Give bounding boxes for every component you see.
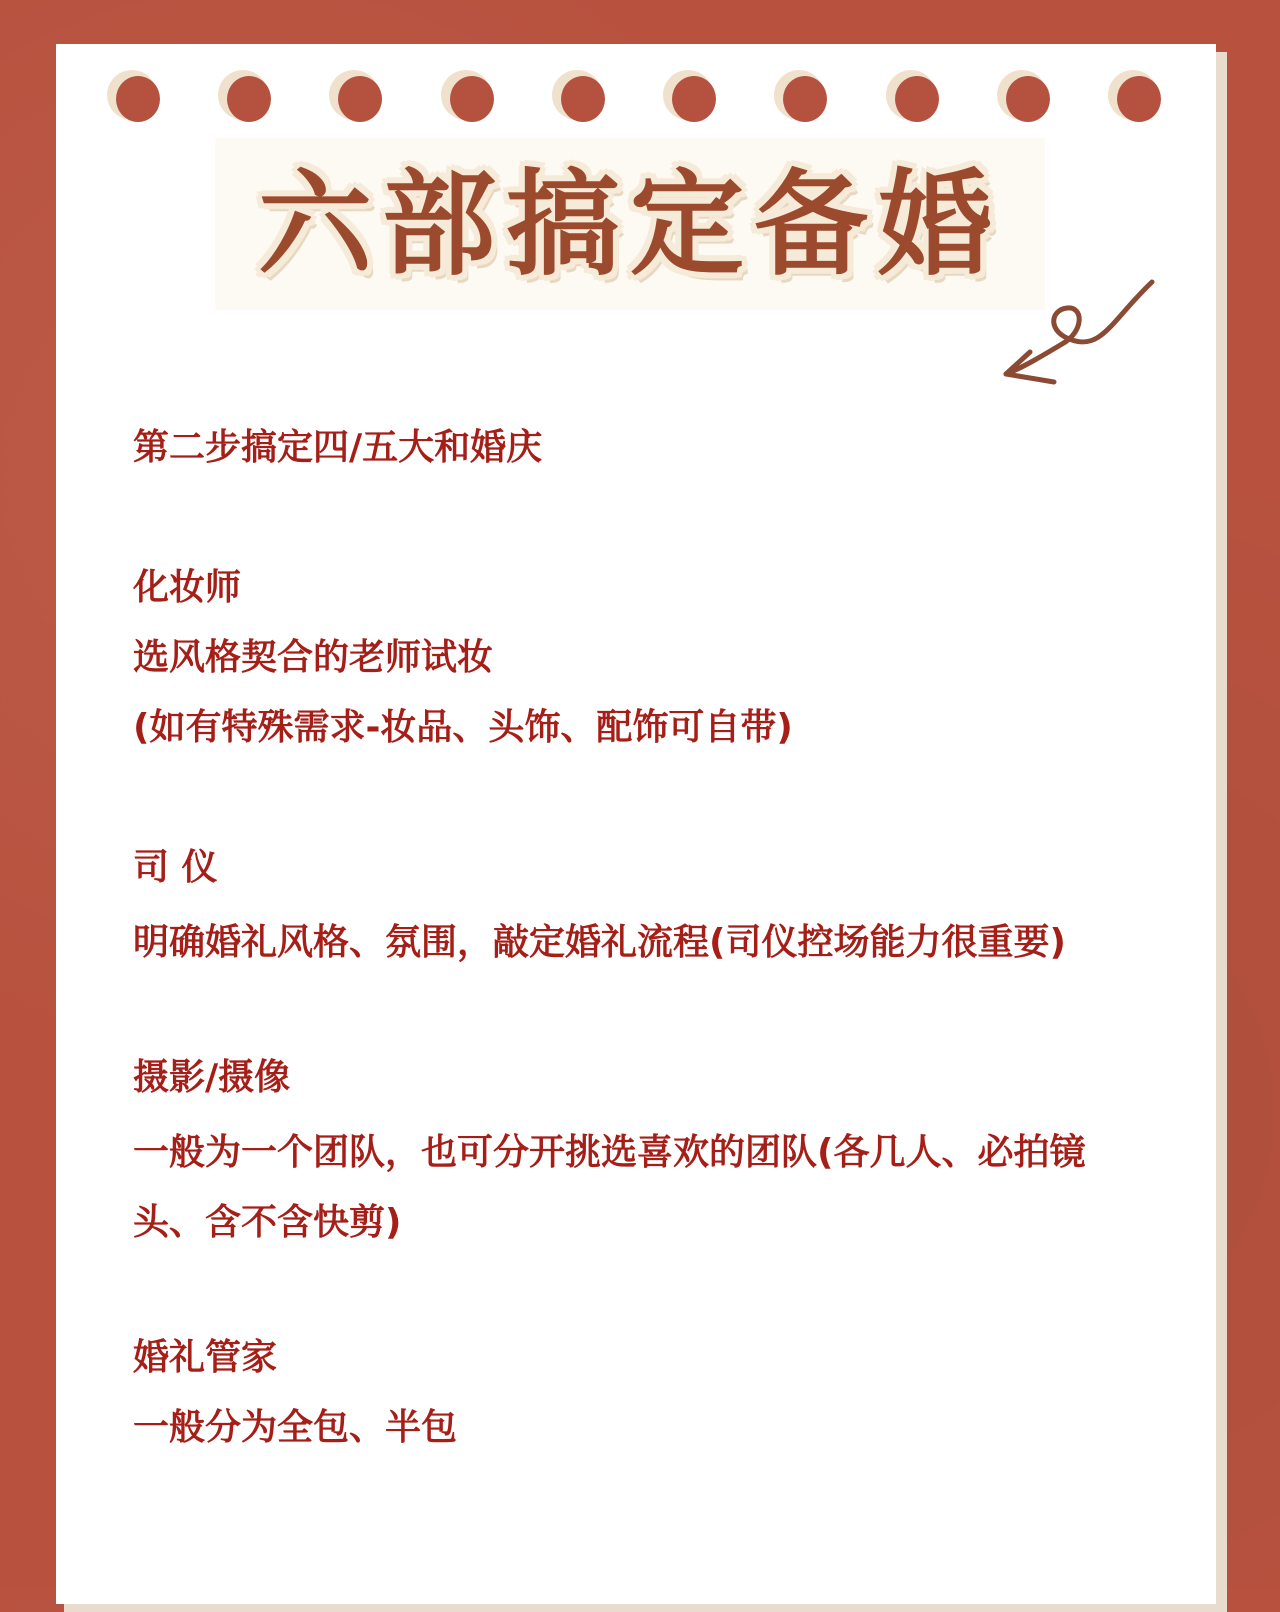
page-title: 六部搞定备婚 [257, 158, 1002, 291]
section-heading-photo-video: 摄影/摄像 [133, 1057, 291, 1098]
binding-hole [107, 70, 157, 120]
binding-hole [997, 70, 1047, 120]
content-area [133, 418, 1133, 1468]
binding-hole [774, 70, 824, 120]
section-heading-wedding-butler: 婚礼管家 [133, 1337, 278, 1378]
section-text: (如有特殊需求-妆品、头饰、配饰可自带) [133, 707, 793, 748]
binding-hole [441, 70, 491, 120]
spacer [133, 768, 1133, 838]
section-text: 一般分为全包、半包 [133, 1407, 458, 1448]
step-heading: 第二步搞定四/五大和婚庆 [133, 427, 543, 468]
section-text: 明确婚礼风格、氛围，敲定婚礼流程(司仪控场能力很重要) [133, 922, 1066, 963]
spacer [133, 1258, 1133, 1328]
binding-hole [886, 70, 936, 120]
section-heading-makeup-artist: 化妆师 [133, 567, 242, 608]
spacer [133, 978, 1133, 1048]
binding-hole [552, 70, 602, 120]
curly-arrow-icon [992, 270, 1162, 400]
section-heading-host: 司 仪 [133, 847, 218, 888]
binding-hole [218, 70, 268, 120]
binding-hole [1108, 70, 1158, 120]
binding-hole [663, 70, 713, 120]
section-text: 一般为一个团队，也可分开挑选喜欢的团队(各几人、必拍镜头、含不含快剪) [133, 1132, 1086, 1243]
spacer [133, 488, 1133, 558]
binding-holes [107, 70, 1182, 126]
binding-hole [329, 70, 379, 120]
section-text: 选风格契合的老师试妆 [133, 637, 494, 678]
